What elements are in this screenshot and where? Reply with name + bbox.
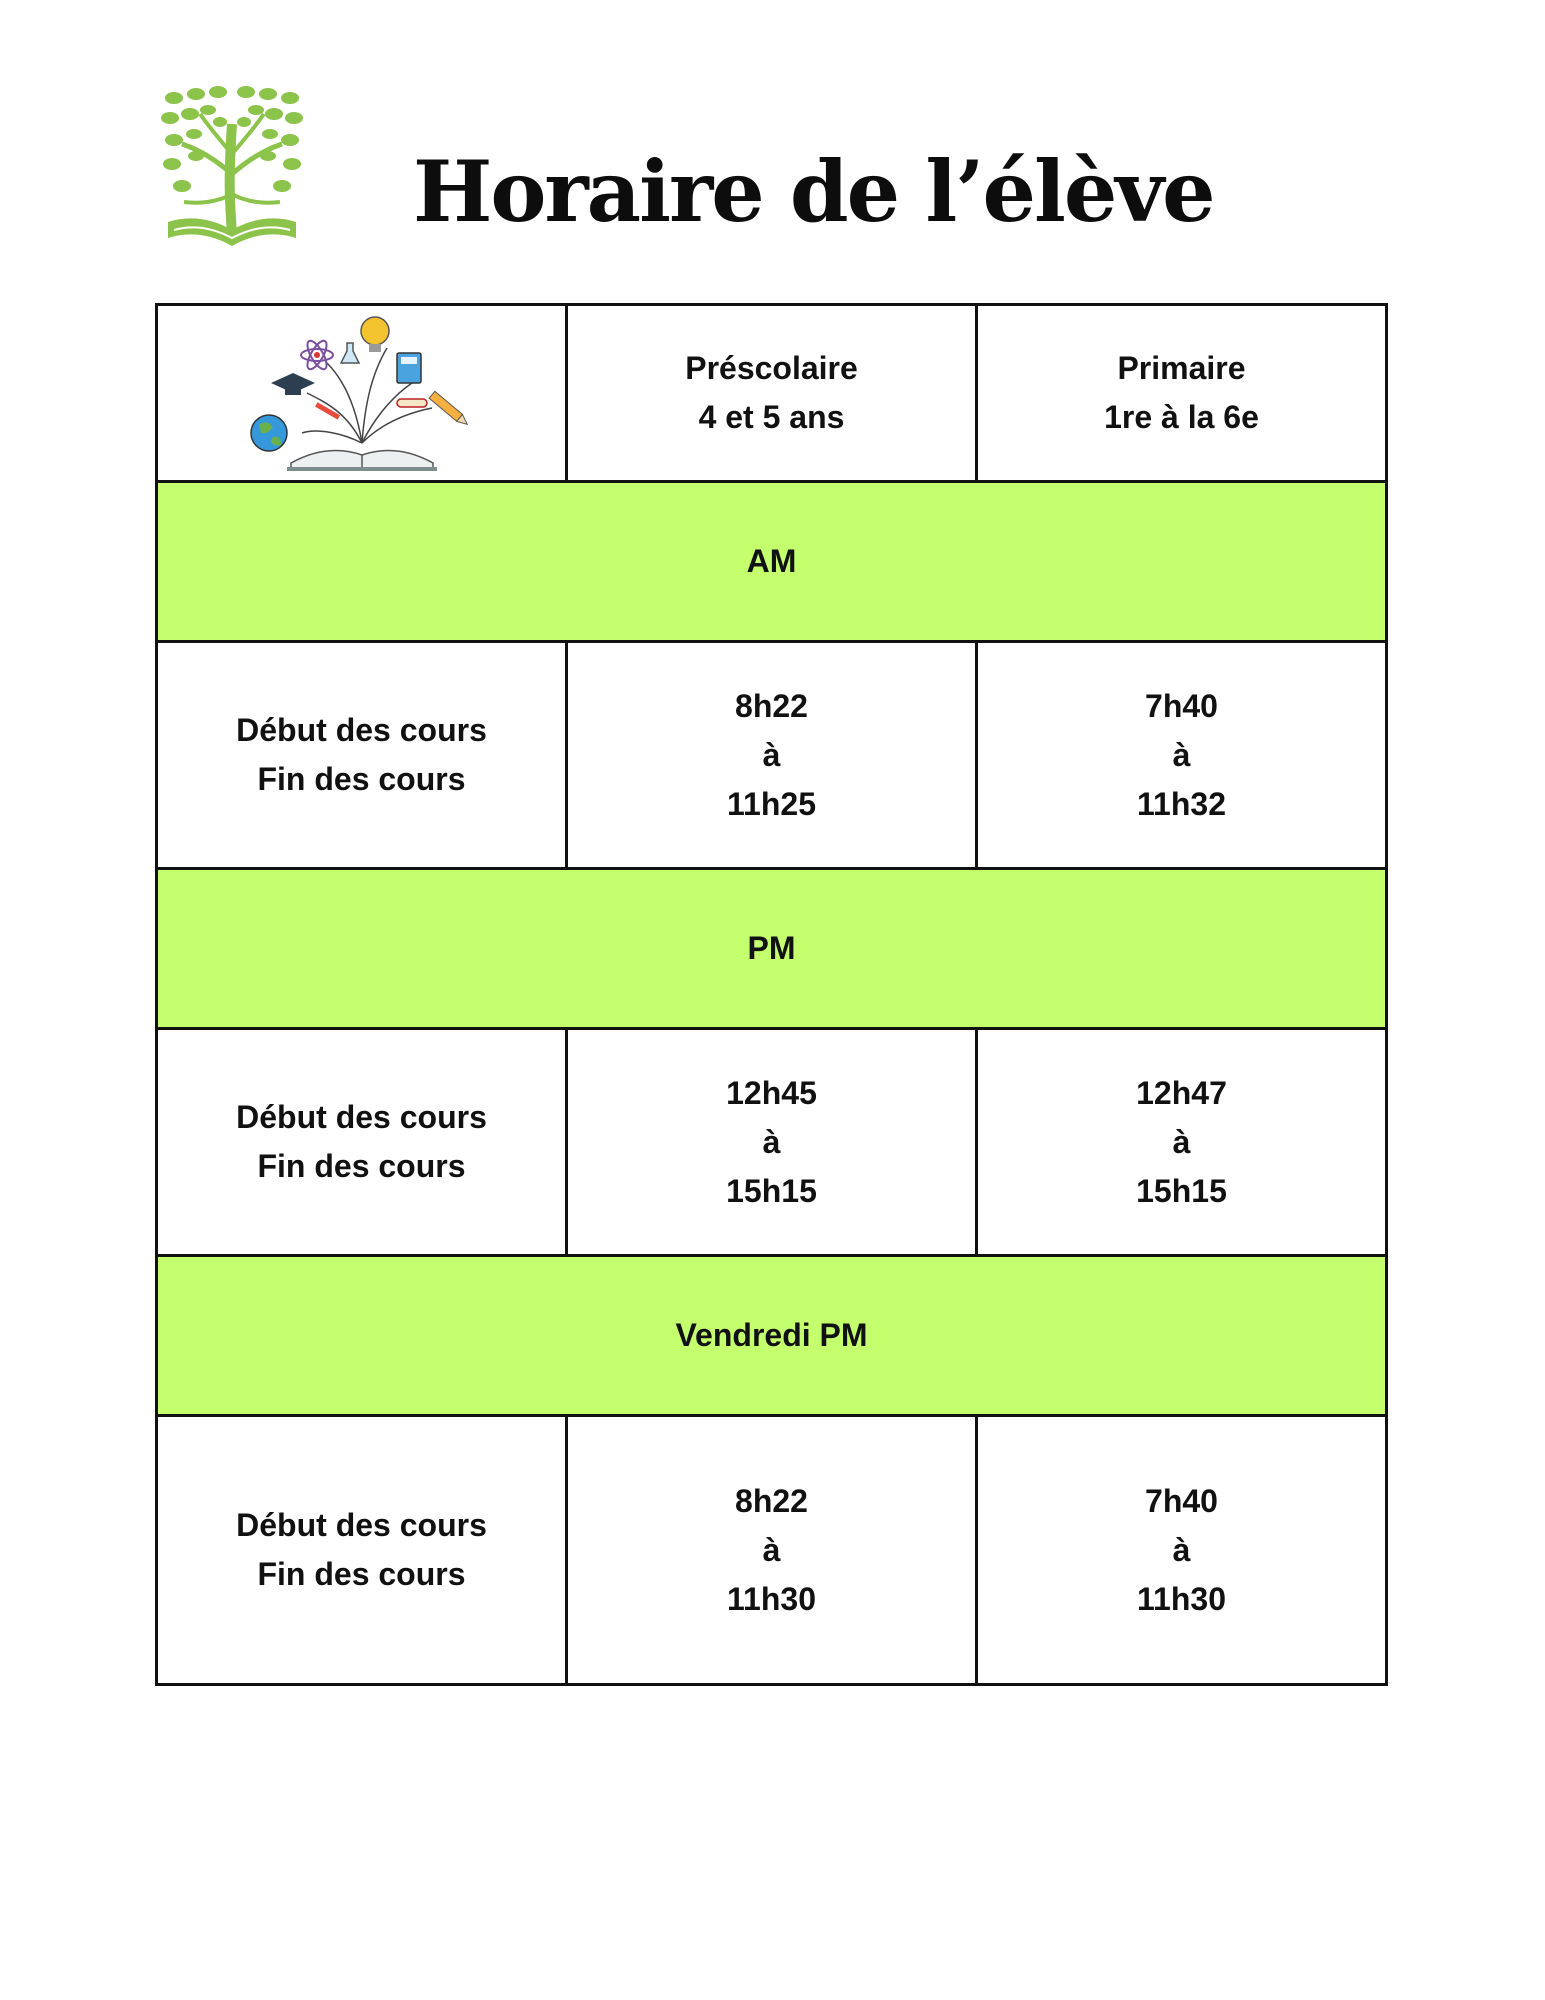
time-start: 8h22 bbox=[735, 687, 808, 724]
education-book-illustration-icon bbox=[247, 313, 477, 473]
time-cell-vendredi-primaire bbox=[977, 1416, 1387, 1685]
times-row-pm bbox=[157, 1029, 1387, 1256]
schedule-table bbox=[155, 303, 1388, 1686]
time-start: 7h40 bbox=[1145, 687, 1218, 724]
time-start: 8h22 bbox=[735, 1482, 808, 1519]
time-cell-vendredi-prescolaire bbox=[567, 1416, 977, 1685]
section-label-pm: PM bbox=[157, 869, 1387, 1029]
row-label bbox=[157, 642, 567, 869]
row-label bbox=[157, 1029, 567, 1256]
row-label-start: Début des cours bbox=[236, 1507, 487, 1543]
section-label-vendredi-pm: Vendredi PM bbox=[157, 1256, 1387, 1416]
time-start: 12h45 bbox=[726, 1074, 817, 1111]
time-separator: à bbox=[762, 1123, 781, 1160]
header-primaire-grades: 1re à la 6e bbox=[1104, 399, 1259, 435]
illustration-cell bbox=[157, 305, 567, 482]
row-label-start: Début des cours bbox=[236, 712, 487, 748]
header-prescolaire bbox=[567, 305, 977, 482]
section-row-vendredi-pm bbox=[157, 1256, 1387, 1416]
section-row-pm bbox=[157, 869, 1387, 1029]
time-end: 15h15 bbox=[726, 1172, 817, 1209]
time-end: 11h32 bbox=[1137, 785, 1226, 822]
time-cell-am-prescolaire bbox=[567, 642, 977, 869]
header-row bbox=[157, 305, 1387, 482]
time-start: 7h40 bbox=[1145, 1482, 1218, 1519]
tree-book-logo-icon bbox=[160, 84, 304, 252]
page-title: Horaire de l’élève bbox=[413, 142, 1214, 241]
row-label-end: Fin des cours bbox=[257, 1556, 466, 1592]
row-label-end: Fin des cours bbox=[257, 761, 466, 797]
row-label-end: Fin des cours bbox=[257, 1148, 466, 1184]
time-separator: à bbox=[1172, 736, 1191, 773]
row-label-start: Début des cours bbox=[236, 1099, 487, 1135]
header-prescolaire-title: Préscolaire bbox=[685, 350, 858, 386]
time-end: 11h30 bbox=[727, 1580, 816, 1617]
times-row-vendredi-pm bbox=[157, 1416, 1387, 1685]
time-separator: à bbox=[762, 1531, 781, 1568]
section-row-am bbox=[157, 482, 1387, 642]
time-cell-am-primaire bbox=[977, 642, 1387, 869]
time-end: 15h15 bbox=[1136, 1172, 1227, 1209]
header-prescolaire-age: 4 et 5 ans bbox=[698, 399, 845, 435]
row-label bbox=[157, 1416, 567, 1685]
times-row-am bbox=[157, 642, 1387, 869]
time-separator: à bbox=[1172, 1531, 1191, 1568]
header-primaire bbox=[977, 305, 1387, 482]
time-cell-pm-prescolaire bbox=[567, 1029, 977, 1256]
time-start: 12h47 bbox=[1136, 1074, 1227, 1111]
section-label-am: AM bbox=[157, 482, 1387, 642]
time-separator: à bbox=[762, 736, 781, 773]
time-separator: à bbox=[1172, 1123, 1191, 1160]
time-end: 11h30 bbox=[1137, 1580, 1226, 1617]
header-primaire-title: Primaire bbox=[1117, 350, 1246, 386]
time-cell-pm-primaire bbox=[977, 1029, 1387, 1256]
time-end: 11h25 bbox=[727, 785, 816, 822]
